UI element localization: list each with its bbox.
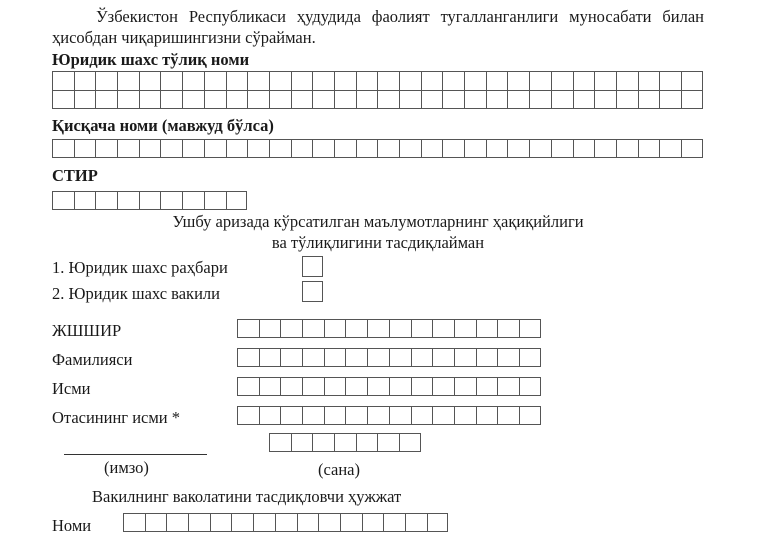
char-box[interactable] (389, 406, 411, 425)
char-box[interactable] (52, 90, 74, 109)
char-box[interactable] (259, 406, 281, 425)
char-box[interactable] (681, 71, 703, 90)
surname-grid[interactable] (237, 348, 541, 367)
char-box[interactable] (399, 90, 421, 109)
char-box[interactable] (312, 433, 334, 452)
char-box[interactable] (411, 377, 433, 396)
grid-row (52, 191, 247, 210)
grid-row (269, 433, 421, 452)
char-box[interactable] (312, 71, 334, 90)
surname-label: Фамилияси (52, 350, 133, 369)
char-box[interactable] (454, 348, 476, 367)
char-box[interactable] (74, 90, 96, 109)
char-box[interactable] (291, 71, 313, 90)
char-box[interactable] (182, 90, 204, 109)
char-box[interactable] (356, 71, 378, 90)
char-box[interactable] (519, 319, 541, 338)
char-box[interactable] (324, 377, 346, 396)
char-box[interactable] (367, 377, 389, 396)
char-box[interactable] (204, 191, 226, 210)
char-box[interactable] (269, 433, 291, 452)
char-box[interactable] (681, 139, 703, 158)
char-box[interactable] (312, 139, 334, 158)
char-box[interactable] (519, 348, 541, 367)
char-box[interactable] (52, 191, 74, 210)
char-box[interactable] (345, 377, 367, 396)
char-box[interactable] (291, 139, 313, 158)
char-box[interactable] (638, 90, 660, 109)
char-box[interactable] (411, 406, 433, 425)
char-box[interactable] (291, 90, 313, 109)
power-of-attorney-label: Вакилнинг ваколатини тасдиқловчи ҳужжат (92, 487, 402, 506)
date-grid[interactable] (269, 433, 421, 452)
char-box[interactable] (497, 406, 519, 425)
char-box[interactable] (421, 90, 443, 109)
stir-label: СТИР (52, 166, 98, 185)
char-box[interactable] (399, 139, 421, 158)
char-box[interactable] (497, 319, 519, 338)
char-box[interactable] (432, 377, 454, 396)
char-box[interactable] (551, 90, 573, 109)
char-box[interactable] (210, 513, 232, 532)
char-box[interactable] (95, 191, 117, 210)
grid-row (52, 90, 703, 109)
char-box[interactable] (139, 191, 161, 210)
char-box[interactable] (638, 71, 660, 90)
char-box[interactable] (318, 513, 340, 532)
char-box[interactable] (52, 71, 74, 90)
char-box[interactable] (324, 406, 346, 425)
char-box[interactable] (377, 90, 399, 109)
char-box[interactable] (188, 513, 210, 532)
char-box[interactable] (269, 71, 291, 90)
char-box[interactable] (476, 377, 498, 396)
char-box[interactable] (383, 513, 405, 532)
char-box[interactable] (399, 71, 421, 90)
char-box[interactable] (454, 377, 476, 396)
char-box[interactable] (681, 90, 703, 109)
grid-row (123, 513, 448, 532)
char-box[interactable] (117, 139, 139, 158)
char-box[interactable] (454, 406, 476, 425)
option-manager-label: 1. Юридик шахс раҳбари (52, 258, 228, 277)
char-box[interactable] (573, 71, 595, 90)
char-box[interactable] (659, 90, 681, 109)
short-name-label: Қисқача номи (мавжуд бўлса) (52, 116, 274, 135)
char-box[interactable] (442, 90, 464, 109)
char-box[interactable] (312, 90, 334, 109)
char-box[interactable] (139, 71, 161, 90)
char-box[interactable] (345, 406, 367, 425)
char-box[interactable] (74, 191, 96, 210)
char-box[interactable] (345, 319, 367, 338)
char-box[interactable] (182, 71, 204, 90)
char-box[interactable] (280, 348, 302, 367)
char-box[interactable] (139, 139, 161, 158)
char-box[interactable] (226, 191, 248, 210)
char-box[interactable] (334, 139, 356, 158)
char-box[interactable] (237, 377, 259, 396)
char-box[interactable] (638, 139, 660, 158)
char-box[interactable] (280, 406, 302, 425)
doc-name-grid[interactable] (123, 513, 448, 532)
char-box[interactable] (507, 90, 529, 109)
char-box[interactable] (334, 90, 356, 109)
grid-row (237, 377, 541, 396)
char-box[interactable] (377, 433, 399, 452)
char-box[interactable] (123, 513, 145, 532)
char-box[interactable] (324, 348, 346, 367)
char-box[interactable] (74, 71, 96, 90)
char-box[interactable] (160, 71, 182, 90)
char-box[interactable] (427, 513, 449, 532)
grid-row (237, 319, 541, 338)
char-box[interactable] (259, 319, 281, 338)
grid-row (52, 139, 703, 158)
char-box[interactable] (334, 433, 356, 452)
char-box[interactable] (367, 348, 389, 367)
char-box[interactable] (389, 377, 411, 396)
char-box[interactable] (166, 513, 188, 532)
char-box[interactable] (486, 71, 508, 90)
signature-label: (имзо) (104, 458, 149, 477)
char-box[interactable] (421, 71, 443, 90)
char-box[interactable] (182, 139, 204, 158)
char-box[interactable] (551, 71, 573, 90)
char-box[interactable] (95, 71, 117, 90)
char-box[interactable] (573, 139, 595, 158)
char-box[interactable] (145, 513, 167, 532)
char-box[interactable] (362, 513, 384, 532)
char-box[interactable] (411, 348, 433, 367)
confirm-line-1: Ушбу аризада кўрсатилган маълумотларнинг ҳақиқийлиги (172, 212, 584, 231)
char-box[interactable] (616, 139, 638, 158)
char-box[interactable] (139, 90, 161, 109)
char-box[interactable] (377, 71, 399, 90)
char-box[interactable] (160, 90, 182, 109)
char-box[interactable] (594, 90, 616, 109)
char-box[interactable] (117, 191, 139, 210)
char-box[interactable] (160, 139, 182, 158)
option-representative-checkbox[interactable] (302, 281, 323, 302)
char-box[interactable] (519, 406, 541, 425)
char-box[interactable] (616, 71, 638, 90)
grid-row (237, 348, 541, 367)
first-name-grid[interactable] (237, 377, 541, 396)
pinfl-label: ЖШШИР (52, 321, 122, 340)
char-box[interactable] (160, 191, 182, 210)
char-box[interactable] (389, 319, 411, 338)
char-box[interactable] (340, 513, 362, 532)
char-box[interactable] (464, 71, 486, 90)
char-box[interactable] (356, 433, 378, 452)
char-box[interactable] (529, 90, 551, 109)
char-box[interactable] (486, 139, 508, 158)
char-box[interactable] (269, 139, 291, 158)
char-box[interactable] (551, 139, 573, 158)
char-box[interactable] (421, 139, 443, 158)
stir-grid[interactable] (52, 191, 247, 210)
char-box[interactable] (95, 139, 117, 158)
char-box[interactable] (237, 319, 259, 338)
grid-row (237, 406, 541, 425)
option-representative-label: 2. Юридик шахс вакили (52, 284, 220, 303)
char-box[interactable] (356, 90, 378, 109)
char-box[interactable] (659, 139, 681, 158)
char-box[interactable] (442, 139, 464, 158)
char-box[interactable] (529, 139, 551, 158)
grid-row (52, 71, 703, 90)
char-box[interactable] (231, 513, 253, 532)
char-box[interactable] (275, 513, 297, 532)
char-box[interactable] (280, 319, 302, 338)
char-box[interactable] (411, 319, 433, 338)
char-box[interactable] (616, 90, 638, 109)
char-box[interactable] (247, 139, 269, 158)
char-box[interactable] (291, 433, 313, 452)
char-box[interactable] (297, 513, 319, 532)
char-box[interactable] (377, 139, 399, 158)
char-box[interactable] (367, 406, 389, 425)
char-box[interactable] (389, 348, 411, 367)
date-label: (сана) (318, 460, 360, 479)
char-box[interactable] (405, 513, 427, 532)
intro-text: Ўзбекистон Республикаси ҳудудида фаолият тугалланганлиги муносабати билан ҳисобдан чиқаришингизни сўрайман. (52, 7, 704, 47)
char-box[interactable] (334, 71, 356, 90)
char-box[interactable] (324, 319, 346, 338)
signature-line[interactable] (64, 454, 207, 455)
char-box[interactable] (432, 406, 454, 425)
char-box[interactable] (204, 139, 226, 158)
char-box[interactable] (529, 71, 551, 90)
patronymic-grid[interactable] (237, 406, 541, 425)
char-box[interactable] (280, 377, 302, 396)
char-box[interactable] (573, 90, 595, 109)
char-box[interactable] (454, 319, 476, 338)
char-box[interactable] (95, 90, 117, 109)
short-name-grid[interactable] (52, 139, 703, 158)
option-manager-checkbox[interactable] (302, 256, 323, 277)
char-box[interactable] (507, 139, 529, 158)
char-box[interactable] (594, 139, 616, 158)
char-box[interactable] (356, 139, 378, 158)
char-box[interactable] (497, 348, 519, 367)
char-box[interactable] (507, 71, 529, 90)
char-box[interactable] (302, 319, 324, 338)
char-box[interactable] (432, 348, 454, 367)
char-box[interactable] (269, 90, 291, 109)
char-box[interactable] (486, 90, 508, 109)
char-box[interactable] (302, 348, 324, 367)
char-box[interactable] (204, 71, 226, 90)
char-box[interactable] (302, 377, 324, 396)
char-box[interactable] (226, 139, 248, 158)
full-name-grid[interactable] (52, 71, 703, 109)
char-box[interactable] (345, 348, 367, 367)
char-box[interactable] (247, 90, 269, 109)
char-box[interactable] (476, 406, 498, 425)
confirm-line-2: ва тўлиқлигини тасдиқлайман (271, 233, 485, 252)
char-box[interactable] (399, 433, 421, 452)
char-box[interactable] (74, 139, 96, 158)
char-box[interactable] (476, 348, 498, 367)
char-box[interactable] (247, 71, 269, 90)
char-box[interactable] (117, 90, 139, 109)
first-name-label: Исми (52, 379, 91, 398)
full-name-label: Юридик шахс тўлиқ номи (52, 50, 250, 69)
doc-name-label: Номи (52, 516, 92, 535)
char-box[interactable] (464, 90, 486, 109)
char-box[interactable] (226, 71, 248, 90)
char-box[interactable] (497, 377, 519, 396)
char-box[interactable] (182, 191, 204, 210)
char-box[interactable] (476, 319, 498, 338)
char-box[interactable] (464, 139, 486, 158)
char-box[interactable] (52, 139, 74, 158)
char-box[interactable] (594, 71, 616, 90)
char-box[interactable] (659, 71, 681, 90)
char-box[interactable] (237, 406, 259, 425)
char-box[interactable] (367, 319, 389, 338)
char-box[interactable] (259, 348, 281, 367)
char-box[interactable] (442, 71, 464, 90)
char-box[interactable] (519, 377, 541, 396)
char-box[interactable] (204, 90, 226, 109)
char-box[interactable] (226, 90, 248, 109)
char-box[interactable] (117, 71, 139, 90)
patronymic-label: Отасининг исми * (52, 408, 180, 427)
pinfl-grid[interactable] (237, 319, 541, 338)
char-box[interactable] (302, 406, 324, 425)
char-box[interactable] (259, 377, 281, 396)
char-box[interactable] (253, 513, 275, 532)
char-box[interactable] (432, 319, 454, 338)
char-box[interactable] (237, 348, 259, 367)
